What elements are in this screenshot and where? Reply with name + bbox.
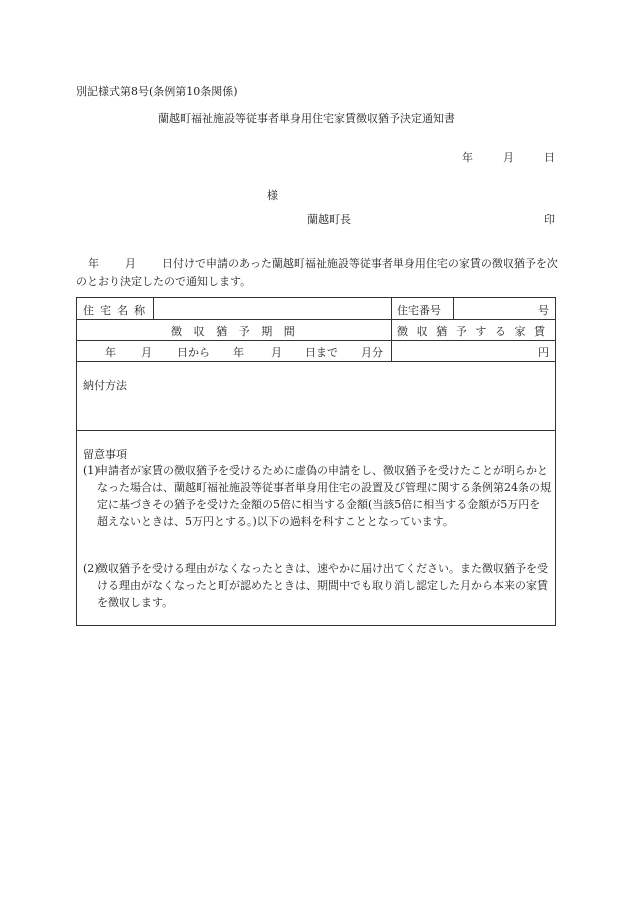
period-months: 月分 [361,346,383,359]
date-day: 日 [544,151,555,164]
intro-text: 日付けで申請のあった蘭越町福祉施設等従事者単身用住宅の家賃の徴収猶予を次のとおり決定したので通知します。 [76,257,558,288]
period-from-month: 月 [141,346,152,359]
document-title: 蘭越町福祉施設等従事者単身用住宅家賃徴収猶予決定通知書 [158,112,455,125]
period-to-year: 年 [233,346,244,359]
date-month: 月 [503,151,514,164]
period-to-day: 日まで [305,346,338,359]
period-from-day: 日から [177,346,210,359]
housing-name-field[interactable] [157,299,387,317]
housing-number-unit: 号 [538,304,549,317]
addressee-honorific: 様 [267,189,278,202]
period-label: 徴収猶予期間 [171,325,307,338]
housing-number-label: 住宅番号 [397,304,441,317]
notes-title: 留意事項 [83,448,127,461]
intro-paragraph [76,255,558,291]
note-text: 徴収猶予を受ける理由がなくなったときは、速やかに届け出てください。また徴収猶予を受ける理由がなくなったと町が認めたときは、期間中でも取り消し認定した月から本来の家賃を徴収します。 [97,562,548,609]
housing-number-field[interactable] [457,299,537,317]
note-item [83,462,551,530]
housing-name-label: 住宅名称 [83,304,152,317]
note-text: 申請者が家賃の徴収猶予を受けるために虚偽の申請をし、徴収猶予を受けたことが明らかとなった場合は、蘭越町福祉施設等従事者単身用住宅の設置及び管理に関する条例第24条の規定に基づきその猶予を受けた金額の5倍に相当する金額(当該5倍に相当する金額が5万円を超えないときは、5万円とする。)以下の過料を科すこととなっています。 [97,464,551,528]
note-number: (1) [83,464,99,477]
postponement-table [76,297,556,626]
notice-date [462,149,555,165]
amount-unit: 円 [538,346,549,359]
note-item [83,560,551,611]
date-year: 年 [462,151,473,164]
period-from-year: 年 [105,346,116,359]
period-to-month: 月 [271,346,282,359]
form-number-label: 別記様式第8号(条例第10条関係) [76,85,238,98]
seal-mark: 印 [544,213,555,226]
amount-label: 徴収猶予する家賃 [397,325,554,338]
payment-method-field[interactable] [81,394,549,426]
issuer-name: 蘭越町長 [307,213,351,226]
intro-year: 年 [88,257,99,270]
note-number: (2) [83,562,99,575]
payment-method-label: 納付方法 [83,379,127,392]
intro-month: 月 [125,257,136,270]
